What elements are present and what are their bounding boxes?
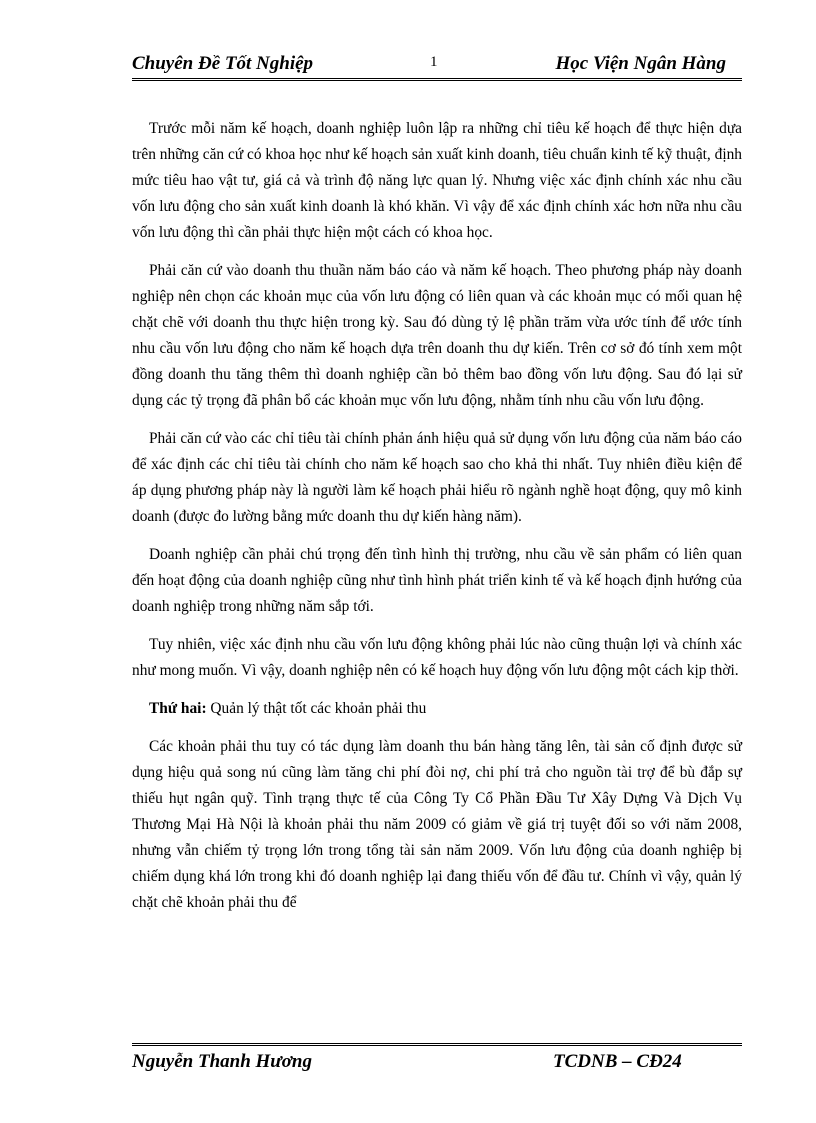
- paragraph: Phải căn cứ vào các chỉ tiêu tài chính phản ánh hiệu quả sử dụng vốn lưu động của năm báo cáo để xác định các chỉ tiêu tài chính cho năm kế hoạch sao cho khả thi nhất. Tuy nhiên điều kiện để áp dụng phương pháp này là người làm kế hoạch phải hiểu rõ ngành nghề hoạt động, quy mô kinh doanh (được đo lường bằng mức doanh thu dự kiến hàng năm).: [132, 430, 742, 525]
- document-body: [132, 116, 742, 928]
- paragraph: Tuy nhiên, việc xác định nhu cầu vốn lưu động không phải lúc nào cũng thuận lợi và chính xác như mong muốn. Vì vậy, doanh nghiệp nên có kế hoạch huy động vốn lưu động một cách kịp thời.: [132, 636, 742, 679]
- section-lead: Thứ hai:: [149, 700, 207, 717]
- section-title: Quản lý thật tốt các khoản phải thu: [206, 700, 427, 717]
- paragraph: Trước mỗi năm kế hoạch, doanh nghiệp luôn lập ra những chỉ tiêu kế hoạch để thực hiện dựa trên những căn cứ có khoa học như kế hoạch sản xuất kinh doanh, tiêu chuẩn kinh tế kỹ thuật, định mức tiêu hao vật tư, giá cả và trình độ năng lực quan lý. Nhưng việc xác định chính xác nhu cầu vốn lưu động cho sản xuất kinh doanh là khó khăn. Vì vậy để xác định chính xác hơn nữa nhu cầu vốn lưu động thì cần phải thực hiện một cách có khoa học.: [132, 120, 742, 241]
- section-heading: [132, 696, 742, 722]
- page-number: 1: [430, 54, 438, 70]
- header-institution: Học Viện Ngân Hàng: [555, 53, 726, 74]
- page-footer: [132, 1043, 742, 1074]
- footer-class-code: TCDNB – CĐ24: [553, 1051, 682, 1072]
- page-header: [132, 52, 742, 81]
- paragraph: Phải căn cứ vào doanh thu thuần năm báo cáo và năm kế hoạch. Theo phương pháp này doanh nghiệp nên chọn các khoản mục của vốn lưu động có liên quan và các khoản mục có mối quan hệ chặt chẽ với doanh thu thực hiện trong kỳ. Sau đó dùng tỷ lệ phần trăm vừa ước tính để ước tính nhu cầu vốn lưu động cho năm kế hoạch dựa trên doanh thu dự kiến. Trên cơ sở đó tính xem một đồng doanh thu tăng thêm thì doanh nghiệp cần bỏ thêm bao đồng vốn lưu động. Sau đó lại sử dụng các tỷ trọng đã phân bổ các khoản mục vốn lưu động, nhằm tính nhu cầu vốn lưu động.: [132, 262, 742, 409]
- paragraph: Doanh nghiệp cần phải chú trọng đến tình hình thị trường, nhu cầu về sản phẩm có liên quan đến hoạt động của doanh nghiệp cũng như tình hình phát triển kinh tế và kế hoạch định hướng của doanh nghiệp trong những năm sắp tới.: [132, 546, 742, 615]
- paragraph: Các khoản phải thu tuy có tác dụng làm doanh thu bán hàng tăng lên, tài sản cố định được sử dụng hiệu quả song nú cũng làm tăng chi phí đòi nợ, chi phí trả cho nguồn tài trợ để bù đắp sự thiếu hụt ngân quỹ. Tình trạng thực tế của Công Ty Cổ Phần Đầu Tư Xây Dựng Và Dịch Vụ Thương Mại Hà Nội là khoản phải thu năm 2009 có giảm về giá trị tuyệt đối so với năm 2008, nhưng vẫn chiếm tỷ trọng lớn trong tổng tài sản năm 2009. Vốn lưu động của doanh nghiệp bị chiếm dụng khá lớn trong khi đó doanh nghiệp lại đang thiếu vốn để đầu tư. Chính vì vậy, quản lý chặt chẽ khoản phải thu để: [132, 738, 742, 911]
- footer-author: Nguyễn Thanh Hương: [132, 1051, 312, 1072]
- header-document-type: Chuyên Đề Tốt Nghiệp: [132, 53, 314, 74]
